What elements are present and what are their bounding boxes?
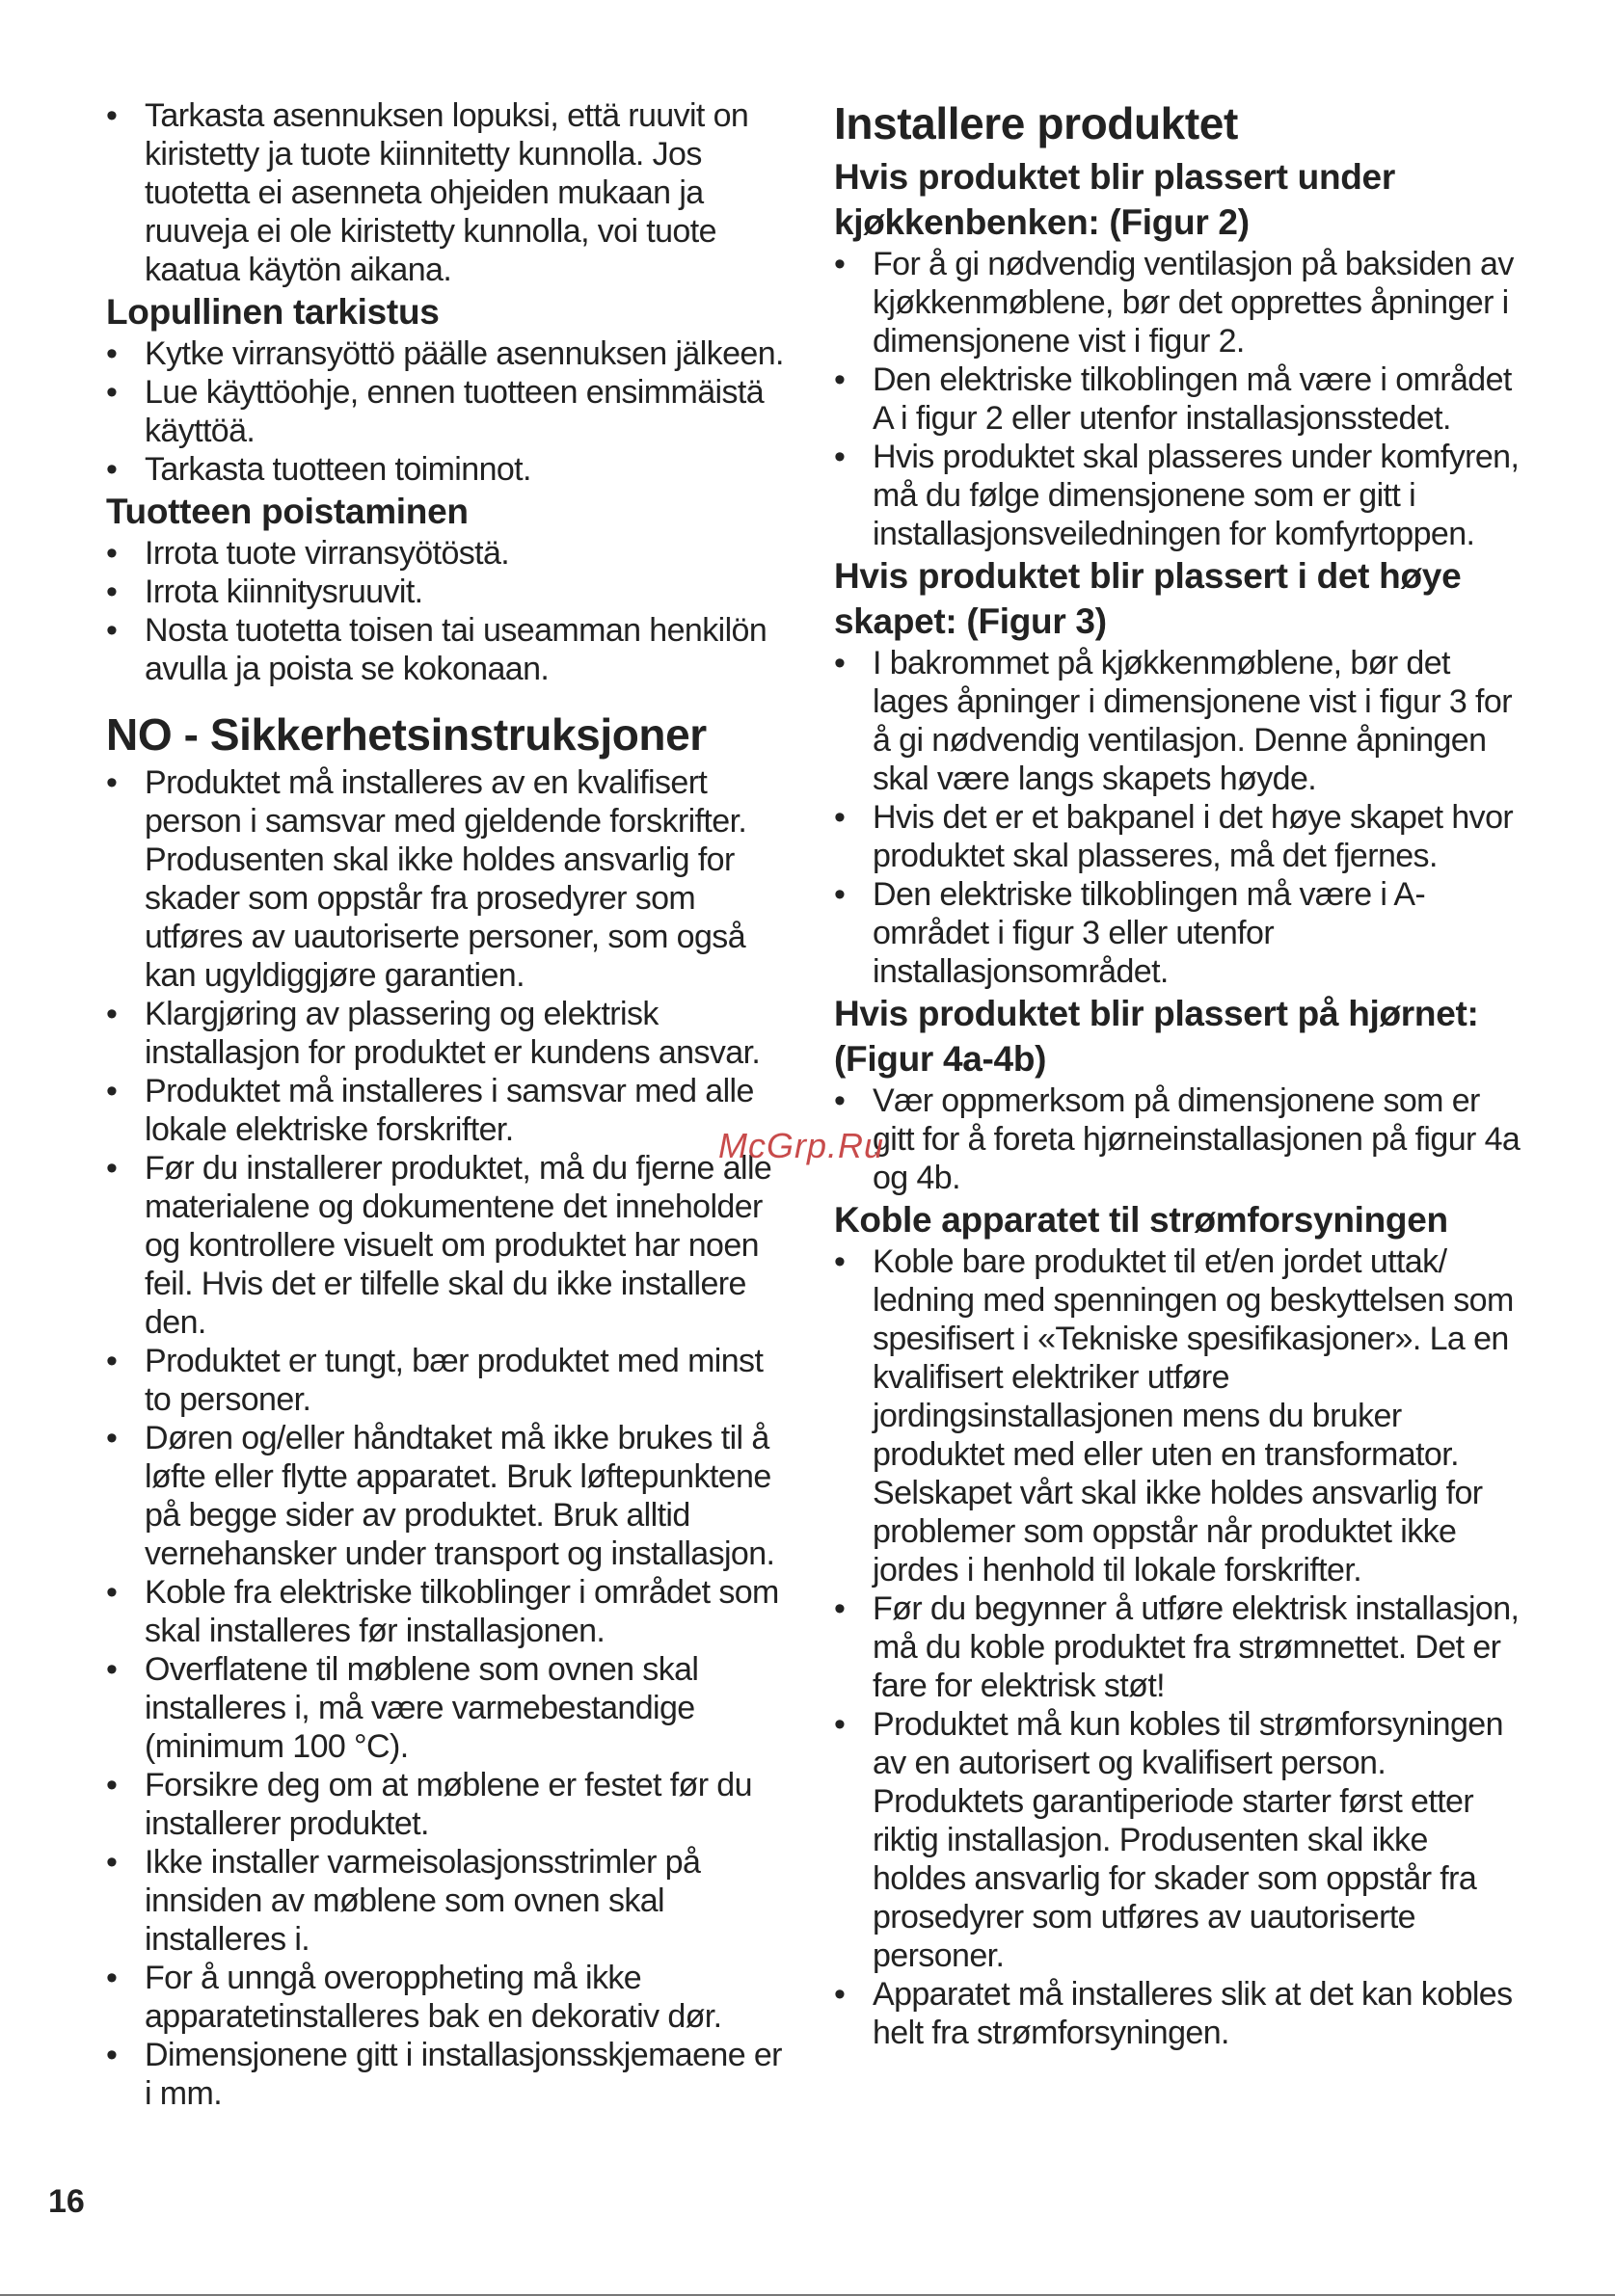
under-counter-heading: Hvis produktet blir plassert under kjøkkenbenken: (Figur 2) (834, 157, 1395, 242)
list-item: • Hvis produktet skal plasseres under komfyren, må du følge dimensjonene som er gitt i installasjonsveiledningen for komfyrtoppen. (834, 438, 1528, 553)
list-item: • For å unngå overoppheting må ikke apparatetinstalleres bak en dekorativ dør. (106, 1959, 795, 2036)
list-item: • Før du begynner å utføre elektrisk installasjon, må du koble produktet fra strømnettet. Det er fare for elektrisk støt! (834, 1589, 1528, 1705)
list-item: • Den elektriske tilkoblingen må være i området A i figur 2 eller utenfor installasjonsstedet. (834, 360, 1528, 438)
watermark: McGrp.Ru (718, 1126, 885, 1165)
list-item: • Forsikre deg om at møblene er festet før du installerer produktet. (106, 1766, 795, 1843)
list-item: • Produktet må kun kobles til strømforsyningen av en autorisert og kvalifisert person. Produktets garantiperiode starter først etter riktig installasjon. Produsenten skal ikke holdes ansvarlig for skader som oppstår fra prosedyrer som utføres av uautoriserte personer. (834, 1705, 1528, 1975)
final-check-list (106, 334, 795, 489)
intro-list (106, 96, 795, 289)
power-heading: Koble apparatet til strømforsyningen (834, 1200, 1448, 1240)
list-item: • Tarkasta tuotteen toiminnot. (106, 450, 795, 489)
list-item: • Lue käyttöohje, ennen tuotteen ensimmäistä käyttöä. (106, 373, 795, 450)
list-item: • Hvis det er et bakpanel i det høye skapet hvor produktet skal plasseres, må det fjernes. (834, 798, 1528, 875)
list-item: • Før du installerer produktet, må du fjerne alle materialene og dokumentene det inneholder og kontrollere visuelt om produktet har noen feil. Hvis det er tilfelle skal du ikke installere den. (106, 1149, 795, 1342)
list-item: • Koble fra elektriske tilkoblinger i området som skal installeres før installasjonen. (106, 1573, 795, 1650)
safety-list (106, 763, 795, 2113)
list-item: • Produktet må installeres av en kvalifisert person i samsvar med gjeldende forskrifter. Produsenten skal ikke holdes ansvarlig for skader som oppstår fra prosedyrer som utføres av uautoriserte personer, som også kan ugyldiggjøre garantien. (106, 763, 795, 995)
list-item: • Tarkasta asennuksen lopuksi, että ruuvit on kiristetty ja tuote kiinnitetty kunnolla. Jos tuotetta ei asenneta ohjeiden mukaan ja ruuveja ei ole kiristetty kunnolla, voi tuote kaatua käytön aikana. (106, 96, 795, 289)
list-item: • Irrota tuote virransyötöstä. (106, 534, 795, 573)
list-item: • Produktet må installeres i samsvar med alle lokale elektriske forskrifter. (106, 1072, 795, 1149)
corner-heading: Hvis produktet blir plassert på hjørnet: (Figur 4a-4b) (834, 994, 1479, 1079)
removal-list (106, 534, 795, 688)
left-column (106, 96, 795, 2113)
page-number: 16 (48, 2183, 85, 2220)
safety-heading: NO - Sikkerhetsinstruksjoner (106, 709, 707, 760)
list-item: • Ikke installer varmeisolasjonsstrimler på innsiden av møblene som ovnen skal installeres i. (106, 1843, 795, 1959)
list-item: • Døren og/eller håndtaket må ikke brukes til å løfte eller flytte apparatet. Bruk løftepunktene på begge sider av produktet. Bruk alltid vernehansker under transport og installasjon. (106, 1419, 795, 1573)
list-item: • Dimensjonene gitt i installasjonsskjemaene er i mm. (106, 2036, 795, 2113)
install-heading: Installere produktet (834, 98, 1238, 148)
list-item: • I bakrommet på kjøkkenmøblene, bør det lages åpninger i dimensjonene vist i figur 3 for å gi nødvendig ventilasjon. Denne åpningen skal være langs skapets høyde. (834, 644, 1528, 798)
list-item: • For å gi nødvendig ventilasjon på baksiden av kjøkkenmøblene, bør det opprettes åpninger i dimensjonene vist i figur 2. (834, 245, 1528, 360)
tall-cabinet-list (834, 644, 1528, 991)
list-item: • Kytke virransyöttö päälle asennuksen jälkeen. (106, 334, 795, 373)
right-column (834, 96, 1528, 2052)
list-item: • Produktet er tungt, bær produktet med minst to personer. (106, 1342, 795, 1419)
list-item: • Koble bare produktet til et/en jordet uttak/ ledning med spenningen og beskyttelsen som spesifisert i «Tekniske spesifikasjoner». La en kvalifisert elektriker utføre jordingsinstallasjonen mens du bruker produktet med eller uten en transformator. Selskapet vårt skal ikke holdes ansvarlig for problemer som oppstår når produktet ikke jordes i henhold til lokale forskrifter. (834, 1242, 1528, 1589)
tall-cabinet-heading: Hvis produktet blir plassert i det høye skapet: (Figur 3) (834, 556, 1462, 641)
list-item: • Den elektriske tilkoblingen må være i A-området i figur 3 eller utenfor installasjonsområdet. (834, 875, 1528, 991)
final-check-heading: Lopullinen tarkistus (106, 292, 440, 332)
list-item: • Irrota kiinnitysruuvit. (106, 573, 795, 611)
list-item: • Vær oppmerksom på dimensjonene som er gitt for å foreta hjørneinstallasjonen på figur 4a og 4b. (834, 1081, 1528, 1197)
list-item: • Nosta tuotetta toisen tai useamman henkilön avulla ja poista se kokonaan. (106, 611, 795, 688)
list-item: • Klargjøring av plassering og elektrisk installasjon for produktet er kundens ansvar. (106, 995, 795, 1072)
removal-heading: Tuotteen poistaminen (106, 492, 469, 531)
power-list (834, 1242, 1528, 2052)
corner-list (834, 1081, 1528, 1197)
list-item: • Apparatet må installeres slik at det kan kobles helt fra strømforsyningen. (834, 1975, 1528, 2052)
under-counter-list (834, 245, 1528, 553)
list-item: • Overflatene til møblene som ovnen skal installeres i, må være varmebestandige (minimum 100 °C). (106, 1650, 795, 1766)
